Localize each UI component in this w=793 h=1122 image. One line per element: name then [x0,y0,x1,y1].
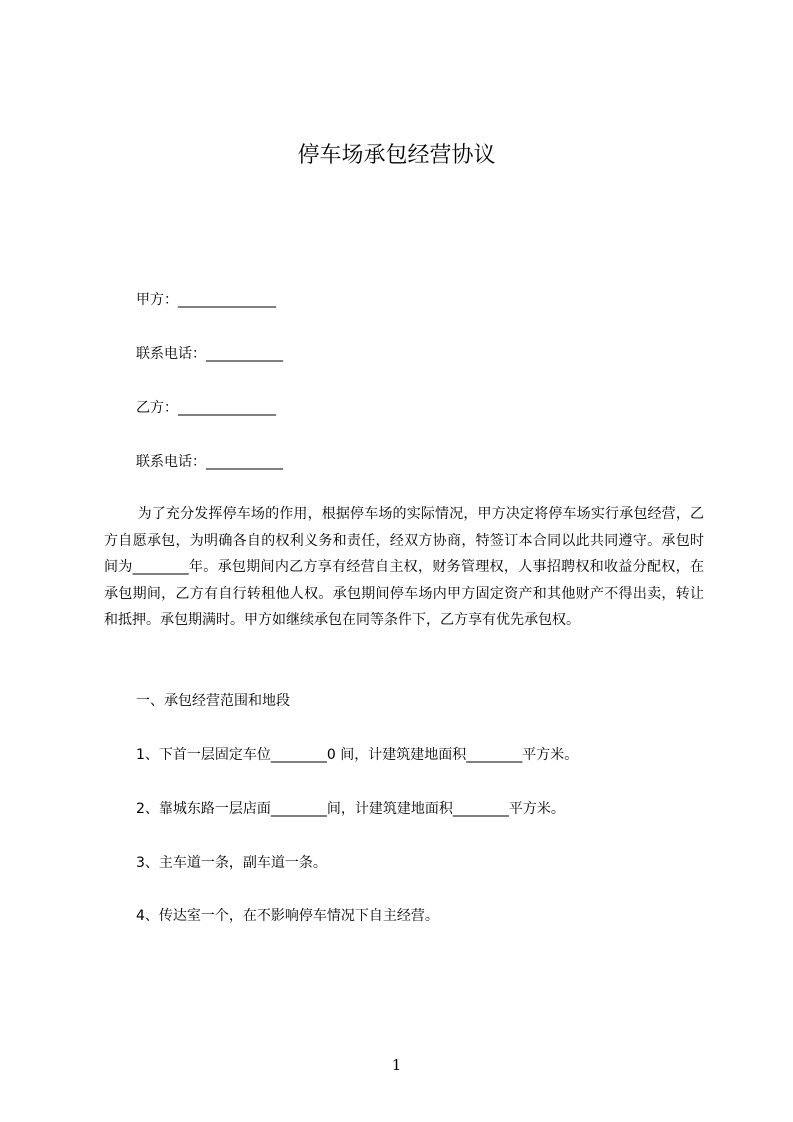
section-heading: 一、承包经营范围和地段 [136,693,290,709]
party-b-phone-field: 联系电话：___________ [136,454,283,470]
intro-paragraph: 为了充分发挥停车场的作用，根据停车场的实际情况，甲方决定将停车场实行承包经营，乙方自愿承包，为明确各自的权利义务和责任，经双方协商，特签订本合同以此共同遵守。承包时间为________年。承包期间内乙方享有经营自主权，财务管理权，人事招聘权和收益分配权，在承包期间，乙方有自行转租他人权。承包期间停车场内甲方固定资产和其他财产不得出卖，转让和抵押。承包期满时。甲方如继续承包在同等条件下，乙方享有优先承包权。 [104,506,704,629]
document-title: 停车场承包经营协议 [297,143,496,168]
party-a-field: 甲方：______________ [136,292,276,308]
list-item: 4、传达室一个，在不影响停车情况下自主经营。 [136,908,439,924]
page-number: 1 [391,1056,402,1074]
list-item: 1、下首一层固定车位________0 间，计建筑建地面积________平方米。 [136,747,579,763]
list-item: 3、主车道一条，副车道一条。 [136,855,327,871]
party-b-field: 乙方：______________ [136,400,276,416]
party-a-phone-field: 联系电话：___________ [136,346,283,362]
list-item: 2、靠城东路一层店面________间，计建筑建地面积________平方米。 [136,801,565,817]
